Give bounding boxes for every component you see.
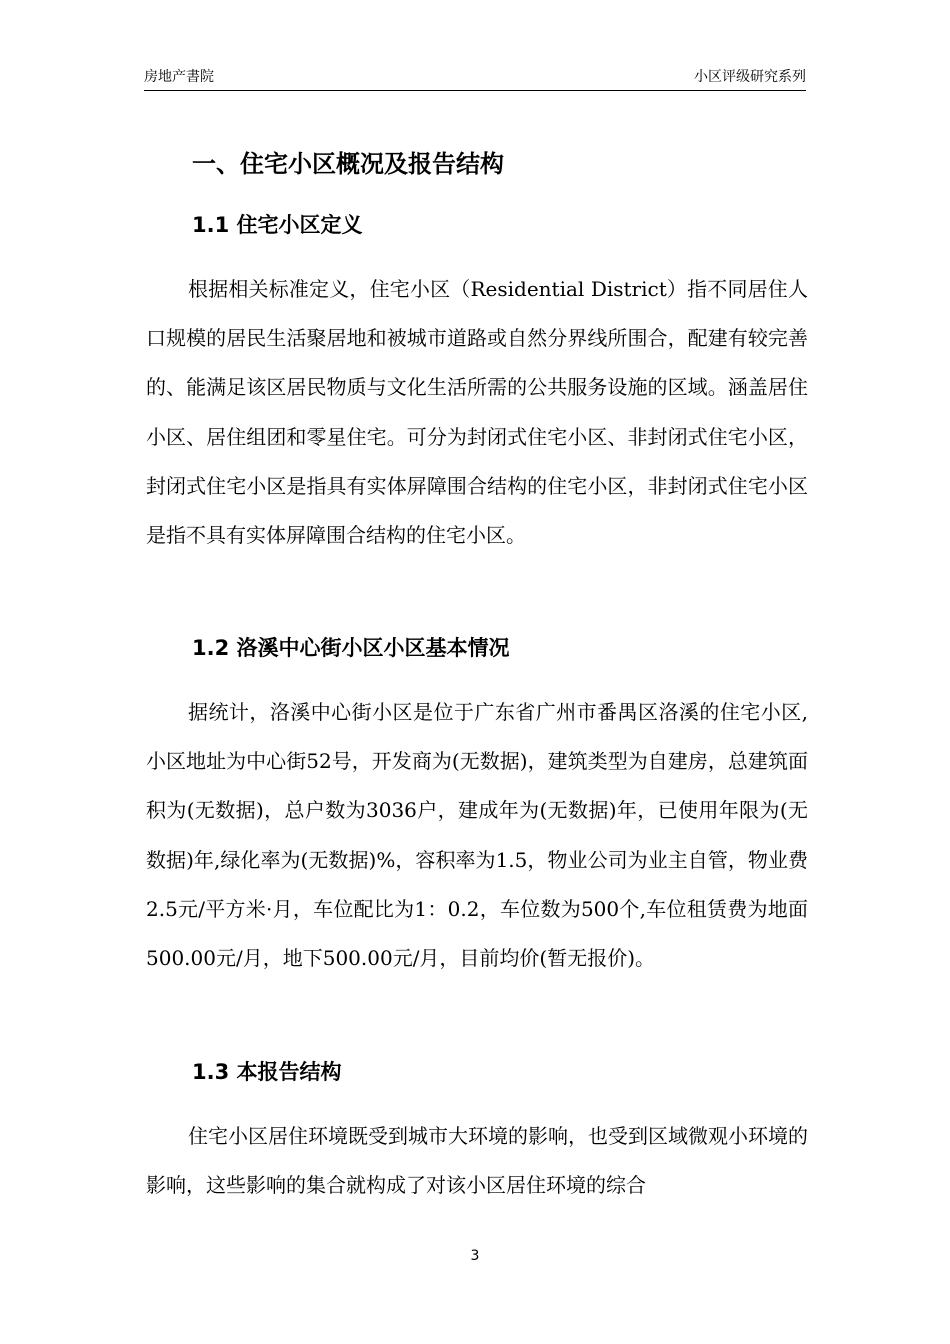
header-publisher: 房地产書院 <box>144 69 214 85</box>
section-heading-1-3: 1.3 本报告结构 <box>192 1060 342 1084</box>
section-heading-1-2: 1.2 洛溪中心街小区小区基本情况 <box>192 636 510 660</box>
section-1-2-paragraph: 据统计，洛溪中心街小区是位于广东省广州市番禺区洛溪的住宅小区,小区地址为中心街52号，开发商为(无数据)，建筑类型为自建房，总建筑面积为(无数据)，总户数为3036户，建成年为(无数据)年，已使用年限为(无数据)年,绿化率为(无数据)%，容积率为1.5，物业公司为业主自管，物业费2.5元/平方米·月，车位配比为1：0.2，车位数为500个,车位租赁费为地面500.00元/月，地下500.00元/月，目前均价(暂无报价)。 <box>146 700 808 971</box>
section-1-3-paragraph: 住宅小区居住环境既受到城市大环境的影响，也受到区域微观小环境的影响，这些影响的集合就构成了对该小区居住环境的综合 <box>146 1124 808 1198</box>
section-1-1-paragraph: 根据相关标准定义，住宅小区（Residential District）指不同居住人口规模的居民生活聚居地和被城市道路或自然分界线所围合，配建有较完善的、能满足该区居民物质与文化生活所需的公共服务设施的区域。涵盖居住小区、居住组团和零星住宅。可分为封闭式住宅小区、非封闭式住宅小区，封闭式住宅小区是指具有实体屏障围合结构的住宅小区，非封闭式住宅小区是指不具有实体屏障围合结构的住宅小区。 <box>146 277 808 548</box>
chapter-heading: 一、住宅小区概况及报告结构 <box>192 150 504 178</box>
section-heading-1-1: 1.1 住宅小区定义 <box>192 213 363 237</box>
page-header <box>144 68 806 91</box>
header-series-title: 小区评级研究系列 <box>694 69 806 85</box>
page-number: 3 <box>470 1248 480 1264</box>
